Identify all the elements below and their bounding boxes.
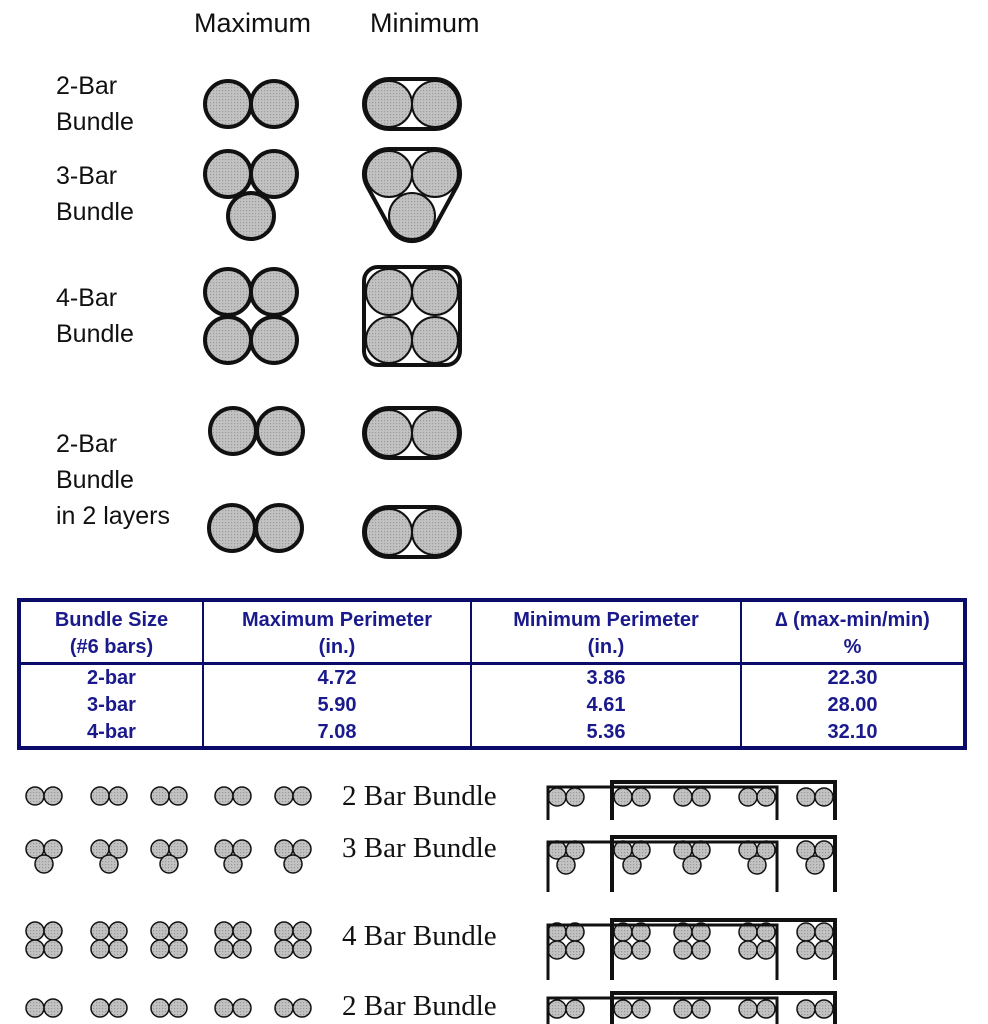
bar-circle (44, 922, 62, 940)
bar-circle (109, 999, 127, 1017)
bar-circle (412, 410, 458, 456)
bar-circle (215, 787, 233, 805)
bundle-row-label: 2 Bar Bundle (342, 990, 497, 1022)
bar-circle (26, 787, 44, 805)
row-label-3-bar: 3-Bar Bundle (56, 162, 134, 226)
table-row (19, 719, 965, 748)
bundle-row-label: 3 Bar Bundle (342, 832, 497, 864)
bar-circle (151, 922, 169, 940)
bar-circle (215, 999, 233, 1017)
bar-circle (224, 855, 242, 873)
bar-circle (293, 787, 311, 805)
header-minimum: Minimum (370, 8, 480, 38)
row-label-2-bar-layers: 2-Bar Bundle in 2 layers (56, 430, 170, 530)
bar-circle (412, 317, 458, 363)
bar-circle (205, 151, 251, 197)
bar-circle (614, 941, 632, 959)
bar-circle (44, 940, 62, 958)
bar-circle (632, 941, 650, 959)
maximum-perimeter-shapes (205, 81, 303, 551)
bar-circle (151, 787, 169, 805)
bar-circle (692, 1000, 710, 1018)
bar-circle (293, 922, 311, 940)
bar-circle (674, 941, 692, 959)
bundle-row-label: 4 Bar Bundle (342, 920, 497, 952)
bar-circle (44, 999, 62, 1017)
bar-circle (412, 509, 458, 555)
bar-circle (797, 941, 815, 959)
table-row (19, 692, 965, 719)
table-cell: 28.00 (741, 692, 965, 719)
bar-circle (797, 923, 815, 941)
bar-circle (251, 151, 297, 197)
bar-circle (566, 1000, 584, 1018)
bar-circle (293, 940, 311, 958)
bar-circle (26, 999, 44, 1017)
bar-circle (275, 999, 293, 1017)
table-cell: 22.30 (741, 664, 965, 693)
table-cell: 5.36 (471, 719, 741, 748)
bar-circle (366, 81, 412, 127)
bundle-row-label: 2 Bar Bundle (342, 780, 497, 812)
table-cell: 2-bar (19, 664, 203, 693)
bar-circle (692, 941, 710, 959)
table-row (19, 664, 965, 693)
bar-circle (210, 408, 256, 454)
bar-circle (557, 856, 575, 874)
bar-circle (233, 922, 251, 940)
bar-circle (205, 81, 251, 127)
bar-circle (748, 856, 766, 874)
perimeter-table (17, 598, 967, 750)
bar-circle (26, 922, 44, 940)
bar-circle (757, 788, 775, 806)
bar-circle (632, 1000, 650, 1018)
table-cell: 3-bar (19, 692, 203, 719)
bar-circle (215, 940, 233, 958)
bar-circle (169, 787, 187, 805)
bundle-arrangement-rows (26, 782, 835, 1024)
bar-circle (815, 788, 833, 806)
bar-circle (366, 317, 412, 363)
table-cell: 4-bar (19, 719, 203, 748)
col-header-min-perimeter: Minimum Perimeter (in.) (471, 600, 741, 664)
bar-circle (566, 788, 584, 806)
bar-circle (228, 193, 274, 239)
bar-circle (91, 999, 109, 1017)
bar-circle (44, 787, 62, 805)
table-cell: 32.10 (741, 719, 965, 748)
bar-circle (389, 193, 435, 239)
bar-circle (275, 787, 293, 805)
bar-circle (91, 940, 109, 958)
bar-circle (683, 856, 701, 874)
bar-circle (209, 505, 255, 551)
bar-circle (412, 151, 458, 197)
bar-circle (275, 940, 293, 958)
bar-circle (275, 922, 293, 940)
bar-circle (256, 505, 302, 551)
bar-circle (548, 941, 566, 959)
bar-circle (797, 788, 815, 806)
bar-circle (366, 151, 412, 197)
bar-circle (674, 1000, 692, 1018)
bar-circle (109, 787, 127, 805)
bar-circle (548, 1000, 566, 1018)
bar-circle (366, 269, 412, 315)
bar-circle (548, 788, 566, 806)
bar-circle (815, 923, 833, 941)
bar-circle (366, 509, 412, 555)
col-header-delta: ∆ (max-min/min) % (741, 600, 965, 664)
table-cell: 7.08 (203, 719, 471, 748)
bar-circle (739, 788, 757, 806)
table-cell: 5.90 (203, 692, 471, 719)
col-header-max-perimeter: Maximum Perimeter (in.) (203, 600, 471, 664)
bar-circle (233, 787, 251, 805)
bar-circle (109, 940, 127, 958)
bar-circle (739, 941, 757, 959)
bar-circle (692, 788, 710, 806)
bar-circle (109, 922, 127, 940)
bar-circle (614, 788, 632, 806)
bar-circle (757, 941, 775, 959)
bar-circle (35, 855, 53, 873)
bar-circle (284, 855, 302, 873)
bar-circle (366, 410, 412, 456)
bar-circle (169, 940, 187, 958)
bar-circle (26, 940, 44, 958)
table-cell: 4.61 (471, 692, 741, 719)
bar-circle (674, 788, 692, 806)
table-header-row (19, 600, 965, 664)
bar-circle (169, 999, 187, 1017)
bar-circle (251, 317, 297, 363)
row-label-4-bar: 4-Bar Bundle (56, 284, 134, 348)
col-header-bundle-size: Bundle Size (#6 bars) (19, 600, 203, 664)
bar-circle (623, 856, 641, 874)
bar-circle (251, 269, 297, 315)
bar-circle (215, 922, 233, 940)
bar-circle (233, 940, 251, 958)
table-cell: 3.86 (471, 664, 741, 693)
bar-circle (412, 81, 458, 127)
header-maximum: Maximum (194, 8, 312, 38)
bar-circle (251, 81, 297, 127)
bar-circle (91, 922, 109, 940)
bar-circle (205, 317, 251, 363)
bar-circle (757, 1000, 775, 1018)
bar-circle (797, 1000, 815, 1018)
minimum-perimeter-shapes (364, 79, 460, 557)
bar-circle (100, 855, 118, 873)
bar-circle (632, 788, 650, 806)
bar-circle (205, 269, 251, 315)
bar-circle (806, 856, 824, 874)
bar-circle (412, 269, 458, 315)
bar-circle (151, 940, 169, 958)
bar-circle (151, 999, 169, 1017)
bar-circle (815, 1000, 833, 1018)
bar-circle (739, 1000, 757, 1018)
bar-circle (566, 941, 584, 959)
bar-circle (815, 941, 833, 959)
bar-circle (293, 999, 311, 1017)
bar-circle (614, 1000, 632, 1018)
row-label-2-bar: 2-Bar Bundle (56, 72, 134, 136)
bar-circle (257, 408, 303, 454)
bar-circle (233, 999, 251, 1017)
bar-circle (91, 787, 109, 805)
bar-circle (160, 855, 178, 873)
bar-circle (169, 922, 187, 940)
table-cell: 4.72 (203, 664, 471, 693)
